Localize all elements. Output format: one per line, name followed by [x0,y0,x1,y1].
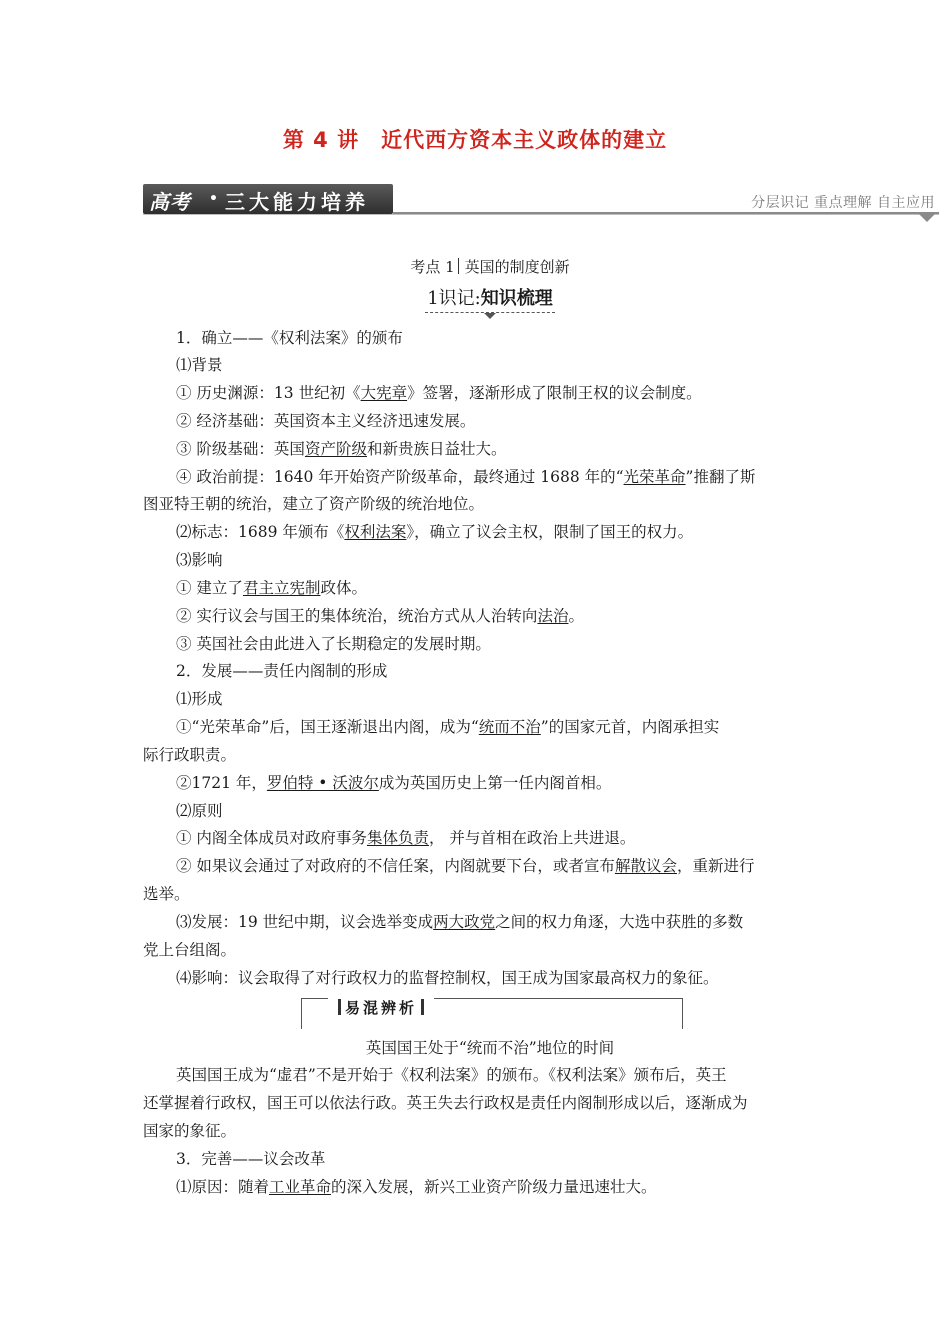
text-segment: 成为英国历史上第一任内阁首相。 [378,774,612,792]
text-segment: 1．确立——《权利法案》的颁布 [176,329,403,347]
banner-label-a: 高考 [149,190,191,214]
text-line [176,550,223,570]
text-segment: ② 经济基础：英国资本主义经济迅速发展。 [176,412,476,430]
key-term: 法治 [537,607,569,625]
key-term: 光荣革命 [623,468,686,486]
text-segment: 的深入发展，新兴工业资产阶级力量迅速壮大。 [331,1178,657,1196]
banner-subtitle: 分层识记 重点理解 自主应用 [751,195,935,211]
text-segment: 和新贵族日益壮大。 [366,440,507,458]
lecture-number: 第 4 讲 [282,128,360,152]
text-segment: 选举。 [143,885,190,903]
text-segment: 3．完善——议会改革 [176,1150,326,1168]
text-segment: ⑴背景 [176,356,223,374]
text-line [176,689,223,709]
key-term: 工业革命 [269,1178,332,1196]
text-line [176,411,475,431]
page-title [0,124,950,154]
topic-heading [0,256,950,277]
text-segment: 之间的权力角逐，大选中获胜的多数 [495,913,744,931]
text-segment: 图亚特王朝的统治，建立了资产阶级的统治地位。 [143,495,485,513]
text-segment: ① 建立了 [176,579,243,597]
text-segment: ④ 政治前提：1640 年开始资产阶级革命，最终通过 1688 年的“ [176,468,624,486]
text-segment: ”的国家元首，内阁承担实 [540,718,720,736]
text-segment: ② 如果议会通过了对政府的不信任案，内阁就要下台，或者宣布 [176,857,615,875]
text-line [176,828,635,848]
text-line [176,1065,727,1085]
text-segment: ⑶发展：19 世纪中期，议会选举变成 [176,913,434,931]
text-line [176,1177,657,1197]
text-line [143,1121,236,1141]
text-line [143,940,236,960]
subsection-prefix: 1识记: [427,288,481,309]
text-segment: ⑴原因：随着 [176,1178,270,1196]
subsection-heading [0,284,950,313]
text-line [143,494,484,514]
text-segment: ②1721 年， [176,774,267,792]
text-segment: ⑷影响：议会取得了对行政权力的监督控制权，国王成为国家最高权力的象征。 [176,969,719,987]
text-segment: 国家的象征。 [143,1122,237,1140]
text-segment: ⑵标志：1689 年颁布《 [176,523,345,541]
text-line [176,856,754,876]
key-term: 大宪章 [360,384,408,402]
text-line [176,634,491,654]
text-segment: ⑶影响 [176,551,223,569]
down-arrow-icon [484,313,496,319]
text-segment: 。 [568,607,584,625]
topic-label: 考点 1 [410,258,455,276]
text-line [176,578,367,598]
text-segment: ③ 英国社会由此进入了长期稳定的发展时期。 [176,635,491,653]
text-line [176,801,223,821]
text-line [176,355,223,375]
topic-text: 英国的制度创新 [464,258,570,276]
text-segment: 》，确立了议会主权，限制了国王的权力。 [406,523,694,541]
text-line [143,884,190,904]
callout-tag: 易混辨析 [328,997,434,1018]
key-term: 解散议会 [614,857,677,875]
text-line [176,606,584,626]
text-line [176,912,743,932]
key-term: 权利法案 [344,523,407,541]
text-segment: 》签署，逐渐形成了限制王权的议会制度。 [407,384,702,402]
key-term: 君主立宪制 [242,579,321,597]
text-segment: 还掌握着行政权，国王可以依法行政。英王失去行政权是责任内阁制形成以后，逐渐成为 [143,1094,748,1112]
banner-rule-thin [143,214,939,215]
text-line [176,717,719,737]
text-segment: 党上台组阁。 [143,941,237,959]
key-term: 两大政党 [433,913,496,931]
text-line [176,439,506,459]
banner-label-b: 三大能力培养 [225,190,369,214]
text-segment: ⑴形成 [176,690,223,708]
key-term: 罗伯特 • 沃波尔 [266,774,379,792]
text-segment: ①“光荣革命”后，国王逐渐退出内阁，成为“ [176,718,479,736]
text-segment: ，重新进行 [676,857,755,875]
key-term: 统而不治 [478,718,541,736]
text-line [176,467,755,487]
banner-dot: • [209,191,218,207]
section-banner [143,184,939,224]
text-line [176,328,403,348]
text-line [176,522,693,542]
text-line [176,1149,325,1169]
key-term: 集体负责 [366,829,429,847]
text-line [143,745,236,765]
text-segment: 际行政职责。 [143,746,237,764]
text-segment: 2．发展——责任内阁制的形成 [176,662,388,680]
text-segment: ⑵原则 [176,802,223,820]
topic-separator [458,258,459,274]
text-line [143,1093,748,1113]
text-segment: ② 实行议会与国王的集体统治，统治方式从人治转向 [176,607,538,625]
text-line [176,773,611,793]
banner-triangle-icon [919,214,935,222]
text-segment: ”推翻了斯 [685,468,756,486]
text-segment: ， 并与首相在政治上共进退。 [428,829,636,847]
banner-label [143,184,393,214]
subsection-title: 知识梳理 [480,288,553,309]
text-segment: 政体。 [320,579,367,597]
lecture-title: 近代西方资本主义政体的建立 [381,128,668,152]
callout-title: 英国国王处于“统而不治”地位的时间 [365,1039,615,1057]
text-line [176,661,387,681]
callout-box [301,998,683,1029]
text-segment: 英国国王成为“虚君”不是开始于《权利法案》的颁布。《权利法案》颁布后，英王 [176,1066,727,1084]
text-segment: ① 历史渊源：13 世纪初《 [176,384,361,402]
text-line [176,968,719,988]
text-segment: ① 内阁全体成员对政府事务 [176,829,367,847]
key-term: 资产阶级 [304,440,367,458]
text-segment: ③ 阶级基础：英国 [176,440,305,458]
text-line [176,383,702,403]
